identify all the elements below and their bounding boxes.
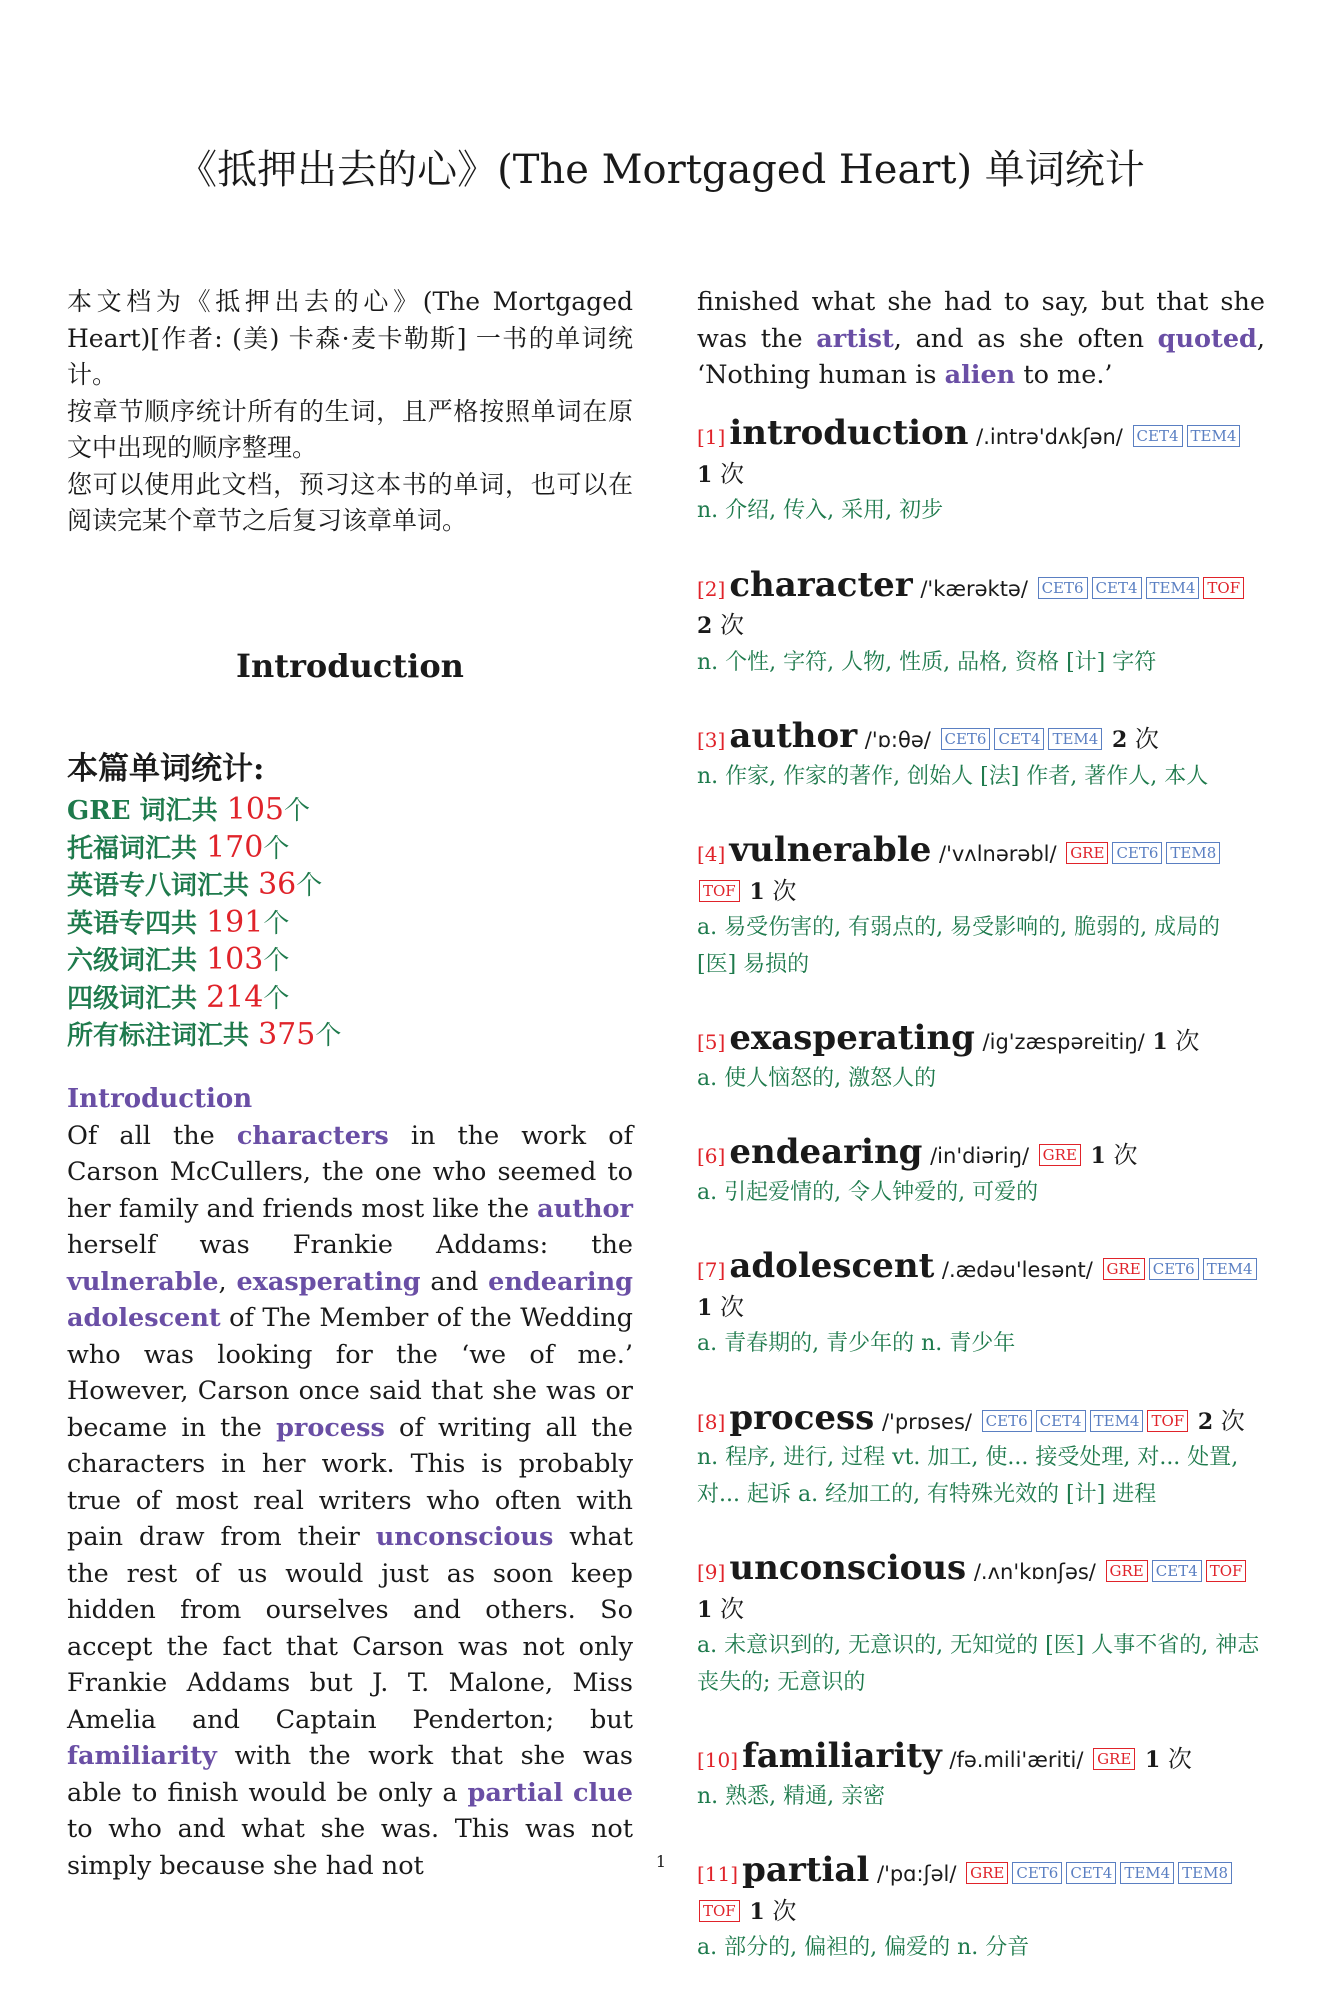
entry-count-unit: 次: [1220, 1406, 1245, 1435]
tag-badge: CET4: [1152, 1560, 1202, 1582]
tag-badge: GRE: [1106, 1560, 1148, 1582]
page-title: 《抵押出去的心》(The Mortgaged Heart) 单词统计: [177, 147, 1145, 193]
keyword: endearing: [488, 1266, 633, 1297]
entry-word: vulnerable: [729, 830, 932, 870]
entry-definition: a. 青春期的, 青少年的 n. 青少年: [697, 1331, 1016, 1356]
stat-count: 105: [226, 792, 284, 827]
entry-word: familiarity: [742, 1736, 942, 1776]
tag-badge: TEM4: [1120, 1862, 1174, 1884]
entry-definition: n. 介绍, 传入, 采用, 初步: [697, 498, 944, 523]
entry-word: character: [729, 564, 913, 605]
word-entry: [697, 1738, 1265, 1815]
entry-count-unit: 次: [1134, 725, 1159, 753]
intro-paragraph: [67, 284, 633, 540]
entry-definition: a. 使人恼怒的, 激怒人的: [697, 1065, 937, 1091]
stat-count: 103: [206, 942, 264, 977]
right-column: [697, 284, 1265, 1960]
entry-count-unit: 次: [719, 1292, 744, 1321]
word-stats: [67, 746, 633, 1055]
stat-count: 214: [206, 979, 264, 1015]
entry-word: adolescent: [729, 1246, 935, 1286]
tag-badge: TEM4: [1090, 1410, 1144, 1432]
entry-definition: a. 易受伤害的, 有弱点的, 易受影响的, 脆弱的, 成局的 [医] 易损的: [697, 915, 1221, 977]
stat-line-tem8: 英语专八词汇共 36个: [67, 867, 323, 902]
entry-count: 1: [1152, 1029, 1168, 1055]
entry-definition: a. 引起爱情的, 令人钟爱的, 可爱的: [697, 1179, 1039, 1205]
word-entry: [697, 1550, 1265, 1701]
continuation-paragraph: finished what she had to say, but that she was the artist, and as she often quoted, ‘Nothing human is alien to me.’: [697, 287, 1265, 390]
tag-badge: CET4: [1133, 425, 1183, 447]
entry-definition: a. 未意识到的, 无意识的, 无知觉的 [医] 人事不省的, 神志丧失的; 无意识的: [697, 1633, 1260, 1695]
tag-badge: TEM8: [1166, 842, 1220, 864]
tag-badge: CET6: [941, 728, 991, 750]
tag-badge: CET6: [1112, 842, 1162, 864]
tag-badge: TOF: [699, 880, 740, 902]
tag-badge: TEM4: [1187, 425, 1241, 447]
entry-phonetic: /'pɑ:ʃəl/: [877, 1862, 957, 1886]
entry-index: [7]: [697, 1258, 726, 1282]
keyword: partial: [467, 1777, 564, 1808]
entry-index: [2]: [697, 576, 726, 601]
stat-line-cet4: 四级词汇共 214个: [67, 979, 290, 1015]
entry-phonetic: /'ɒ:θə/: [864, 728, 931, 752]
stats-title: 本篇单词统计:: [67, 751, 265, 787]
word-entry: [697, 564, 1265, 682]
page-number: 1: [655, 1852, 667, 1871]
keyword: clue: [573, 1777, 634, 1808]
entry-count-unit: 次: [1167, 1745, 1192, 1773]
stat-line-gre: GRE 词汇共 105个: [67, 792, 311, 827]
keyword: unconscious: [375, 1522, 554, 1552]
entry-index: [10]: [697, 1748, 739, 1772]
entry-definition: a. 部分的, 偏袒的, 偏爱的 n. 分音: [697, 1935, 1030, 1960]
tag-badge: GRE: [1066, 842, 1108, 864]
entry-definition: n. 作家, 作家的著作, 创始人 [法] 作者, 著作人, 本人: [697, 763, 1209, 789]
entry-count: 1: [697, 461, 713, 488]
entry-word: introduction: [729, 413, 969, 453]
stat-count: 191: [206, 904, 264, 940]
stat-count: 170: [206, 829, 264, 865]
left-column: [67, 284, 634, 1881]
stat-line-toefl: 托福词汇共 170个: [67, 829, 290, 865]
tag-badge: GRE: [1103, 1258, 1145, 1280]
entry-index: [1]: [697, 425, 726, 449]
tag-badge: TEM4: [1203, 1258, 1257, 1280]
entry-count: 2: [1197, 1408, 1214, 1435]
word-entry: [697, 1397, 1265, 1514]
entry-definition: n. 个性, 字符, 人物, 性质, 品格, 资格 [计] 字符: [697, 649, 1157, 675]
tag-badge: CET6: [1038, 577, 1088, 599]
entry-word: author: [729, 716, 858, 756]
word-entry: [697, 1134, 1265, 1211]
entry-index: [4]: [697, 842, 726, 866]
word-list: [697, 415, 1265, 2004]
entry-count: 1: [749, 878, 765, 905]
tag-badge: CET4: [1066, 1862, 1116, 1884]
tag-badge: TEM4: [1146, 577, 1200, 599]
chapter-text: [67, 1081, 633, 1884]
entry-definition: n. 熟悉, 精通, 亲密: [697, 1783, 886, 1809]
entry-index: [11]: [697, 1862, 739, 1886]
entry-count: 1: [1090, 1143, 1106, 1169]
entry-count-unit: 次: [772, 876, 797, 905]
tag-badge: TOF: [1206, 1560, 1247, 1582]
keyword: characters: [236, 1120, 389, 1151]
word-entry: [697, 1248, 1265, 1363]
tag-badge: TOF: [1203, 577, 1244, 599]
intro-line-1: 本文档为《抵押出去的心》(The Mortgaged Heart)[作者: (美) 卡森·麦卡勒斯] 一书的单词统计。: [67, 287, 633, 389]
entry-count-unit: 次: [1175, 1027, 1200, 1055]
tag-badge: TEM8: [1178, 1862, 1232, 1884]
keyword: adolescent: [67, 1303, 221, 1333]
keyword: familiarity: [67, 1741, 217, 1771]
entry-definition: n. 程序, 进行, 过程 vt. 加工, 使... 接受处理, 对... 处置, 对... 起诉 a. 经加工的, 有特殊光效的 [计] 进程: [697, 1445, 1239, 1507]
chapter-paragraph: Of all the characters in the work of Carson McCullers, the one who seemed to her family and friends most like the author herself was Frankie Addams: the vulnerable, exasperating and endearing adolescent of The Member of the Wedding who was looking for the ‘we of me.’ However, Carson once said that she was or became in the process of writing all the characters in her work. This is probably true of most real writers who often with pain draw from their unconscious what the rest of us would just as soon keep hidden from ourselves and others. So accept the fact that Carson was not only Frankie Addams but J. T. Malone, Miss Amelia and Captain Penderton; but familiarity with the work that she was able to finish would be only a partial clue to who and what she was. This was not simply because she had not: [67, 1120, 634, 1881]
section-heading: Introduction: [236, 647, 464, 685]
tag-badge: CET6: [1012, 1862, 1062, 1884]
tag-badge: GRE: [1093, 1748, 1135, 1770]
entry-index: [5]: [697, 1030, 726, 1054]
entry-phonetic: /.intrə'dʌkʃən/: [976, 425, 1123, 449]
word-entry: [697, 832, 1265, 983]
entry-count-unit: 次: [772, 1896, 797, 1925]
entry-word: unconscious: [729, 1548, 967, 1588]
entry-count: 1: [749, 1898, 765, 1925]
entry-word: partial: [742, 1850, 870, 1890]
word-entry: [697, 718, 1265, 795]
entry-count: 2: [697, 613, 713, 639]
entry-word: process: [729, 1397, 875, 1438]
entry-index: [3]: [697, 728, 726, 752]
tag-badge: CET6: [982, 1410, 1032, 1432]
entry-count-unit: 次: [1113, 1141, 1138, 1169]
keyword: artist: [816, 323, 894, 354]
tag-badge: CET4: [1092, 577, 1142, 599]
entry-phonetic: /.ædəu'lesənt/: [941, 1258, 1093, 1282]
entry-count-unit: 次: [719, 611, 744, 639]
entry-phonetic: /'vʌlnərəbl/: [939, 842, 1057, 866]
entry-count: 1: [1144, 1747, 1161, 1773]
entry-count-unit: 次: [719, 1594, 744, 1623]
tag-badge: CET6: [1149, 1258, 1199, 1280]
entry-count: 1: [697, 1294, 713, 1321]
tag-badge: TEM4: [1048, 728, 1102, 750]
entry-phonetic: /ig'zæspəreitiŋ/: [982, 1030, 1145, 1054]
entry-index: [6]: [697, 1144, 726, 1168]
tag-badge: CET4: [1036, 1410, 1086, 1432]
entry-word: endearing: [729, 1132, 923, 1172]
intro-line-2: 按章节顺序统计所有的生词，且严格按照单词在原文中出现的顺序整理。: [67, 396, 633, 462]
intro-line-3: 您可以使用此文档，预习这本书的单词，也可以在阅读完某个章节之后复习该章单词。: [67, 469, 633, 535]
entry-phonetic: /in'diəriŋ/: [930, 1144, 1030, 1168]
tag-badge: CET4: [994, 728, 1044, 750]
keyword: quoted: [1157, 323, 1257, 354]
tag-badge: GRE: [966, 1862, 1008, 1884]
keyword: alien: [944, 360, 1016, 390]
entry-phonetic: /'prɒses/: [881, 1409, 972, 1434]
stat-line-all: 所有标注词汇共 375个: [67, 1017, 342, 1052]
entry-count: 1: [697, 1596, 713, 1623]
tag-badge: GRE: [1039, 1144, 1081, 1166]
keyword: process: [276, 1412, 385, 1443]
word-entry: [697, 415, 1265, 530]
stat-count: 36: [258, 867, 297, 902]
entry-word: exasperating: [729, 1018, 975, 1058]
word-entry: [697, 1020, 1265, 1097]
keyword: exasperating: [236, 1266, 421, 1297]
stat-line-tem4: 英语专四共 191个: [67, 904, 290, 940]
tag-badge: TOF: [699, 1900, 740, 1922]
entry-phonetic: /'kærəktə/: [920, 576, 1028, 601]
entry-phonetic: /fə.mili'æriti/: [949, 1748, 1084, 1772]
stat-line-cet6: 六级词汇共 103个: [67, 942, 290, 977]
tag-badge: TOF: [1147, 1410, 1188, 1432]
stat-count: 375: [258, 1017, 316, 1052]
keyword: vulnerable: [67, 1266, 219, 1297]
keyword: author: [537, 1193, 633, 1224]
entry-count-unit: 次: [719, 459, 744, 488]
entry-index: [9]: [697, 1560, 726, 1584]
chapter-label: Introduction: [67, 1084, 253, 1114]
entry-index: [8]: [697, 1409, 726, 1434]
entry-phonetic: /.ʌn'kɒnʃəs/: [973, 1560, 1096, 1584]
entry-count: 2: [1111, 727, 1128, 753]
